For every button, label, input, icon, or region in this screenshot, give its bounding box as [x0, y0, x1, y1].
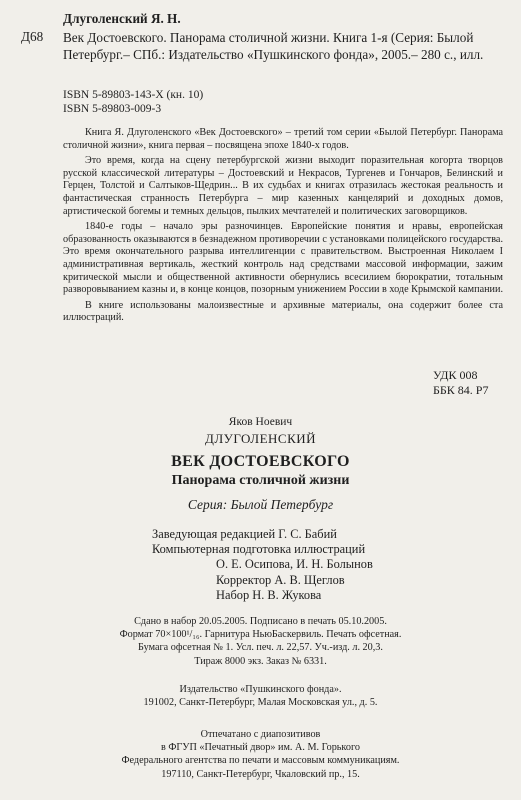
printer-line: Отпечатано с диапозитивов — [200, 729, 321, 740]
print-info-line: Тираж 8000 экз. Заказ № 6331. — [194, 655, 327, 667]
printer-info — [0, 728, 521, 781]
print-info-line: Бумага офсетная № 1. Усл. печ. л. 22,57. Уч.-изд. л. 20,3. — [138, 642, 383, 654]
isbn-line: ISBN 5-89803-009-3 — [63, 103, 162, 115]
annotation-paragraph: 1840-е годы – начало эры разночинцев. Европейские понятия и нравы, европейская образованность оказываются в безнадежном противоречии с установками полицейского государства. Это время окончательного разрыва интеллигенции с правительством. Выстроенная Николаем I административная вертикаль, жесткий контроль над средствами массовой информации, зажим критической мысли и общественной активности обернулись всесилием бюрократии, тотальным разворовыванием казны и, в конце концов, позорным унижением России в ходе Крымской кампании. — [63, 221, 504, 296]
printer-line: Федерального агентства по печати и массовым коммуникациям. — [121, 755, 400, 767]
print-info — [0, 615, 521, 668]
staff-line: О. Е. Осипова, И. Н. Болынов — [216, 557, 373, 572]
publisher-line: Издательство «Пушкинского фонда». — [179, 684, 342, 695]
staff-line: Корректор А. В. Щеглов — [216, 572, 345, 587]
author-surname: ДЛУГОЛЕНСКИЙ — [204, 431, 317, 446]
author-name: Яков Ноевич — [228, 416, 293, 428]
staff-line: Заведующая редакцией Г. С. Бабий — [152, 527, 337, 541]
print-info-line: Сдано в набор 20.05.2005. Подписано в печать 05.10.2005. — [134, 616, 387, 627]
library-code: Д68 — [21, 29, 44, 44]
isbn-line: ISBN 5-89803-143-X (кн. 10) — [63, 89, 204, 101]
annotation-paragraph: Это время, когда на сцену петербургской жизни выходит поразительная когорта творцов русской классической литературы – Достоевский и Некрасов, Тургенев и Гончаров, Белинский и Герцен, Толстой и Салтыков-Щедрин... В их судьбах и книгах отразилась жестокая реальность и фантастическая странность Петербурга – мир казенных канцелярий и доходных домов, артистической богемы и темных дельцов, пылких мечтателей и политических заговорщиков. — [63, 155, 503, 217]
classification — [433, 368, 503, 398]
bbk-code: ББК 84. Р7 — [433, 383, 489, 397]
print-info-line: Формат 70×100¹/₁₆. Гарнитура НьюБаскервиль. Печать офсетная. — [119, 629, 402, 641]
staff-credits — [152, 527, 373, 603]
staff-line: Набор Н. В. Жукова — [216, 587, 322, 602]
printer-line: 197110, Санкт-Петербург, Чкаловский пр., 15. — [161, 768, 360, 780]
printer-line: в ФГУП «Печатный двор» им. А. М. Горького — [161, 742, 360, 754]
annotation-paragraph: В книге использованы малоизвестные и архивные материалы, она содержит более ста иллюстраций. — [63, 299, 503, 324]
author-heading: Длуголенский Я. Н. — [63, 11, 181, 26]
udk-code: УДК 008 — [433, 368, 478, 382]
staff-line: Компьютерная подготовка иллюстраций — [152, 542, 366, 557]
annotation — [63, 127, 503, 325]
bib-description: Век Достоевского. Панорама столичной жизни. Книга 1-я (Серия: Былой Петербург.– СПб.: Издательство «Пушкинского фонда», 2005.– 280 с., илл. — [63, 30, 484, 62]
book-subtitle: Панорама столичной жизни — [171, 473, 350, 488]
isbn-block — [63, 88, 203, 116]
bib-record — [63, 10, 503, 63]
book-title: ВЕК ДОСТОЕВСКОГО — [171, 453, 350, 470]
annotation-paragraph: Книга Я. Длуголенского «Век Достоевского» – третий том серии «Былой Петербург. Панорама столичной жизни», книга первая – посвящена эпохе 1840-х годов. — [63, 127, 503, 151]
series-name: Серия: Былой Петербург — [187, 497, 334, 512]
publisher-info — [0, 683, 521, 709]
publisher-line: 191002, Санкт-Петербург, Малая Московская ул., д. 5. — [143, 697, 378, 709]
